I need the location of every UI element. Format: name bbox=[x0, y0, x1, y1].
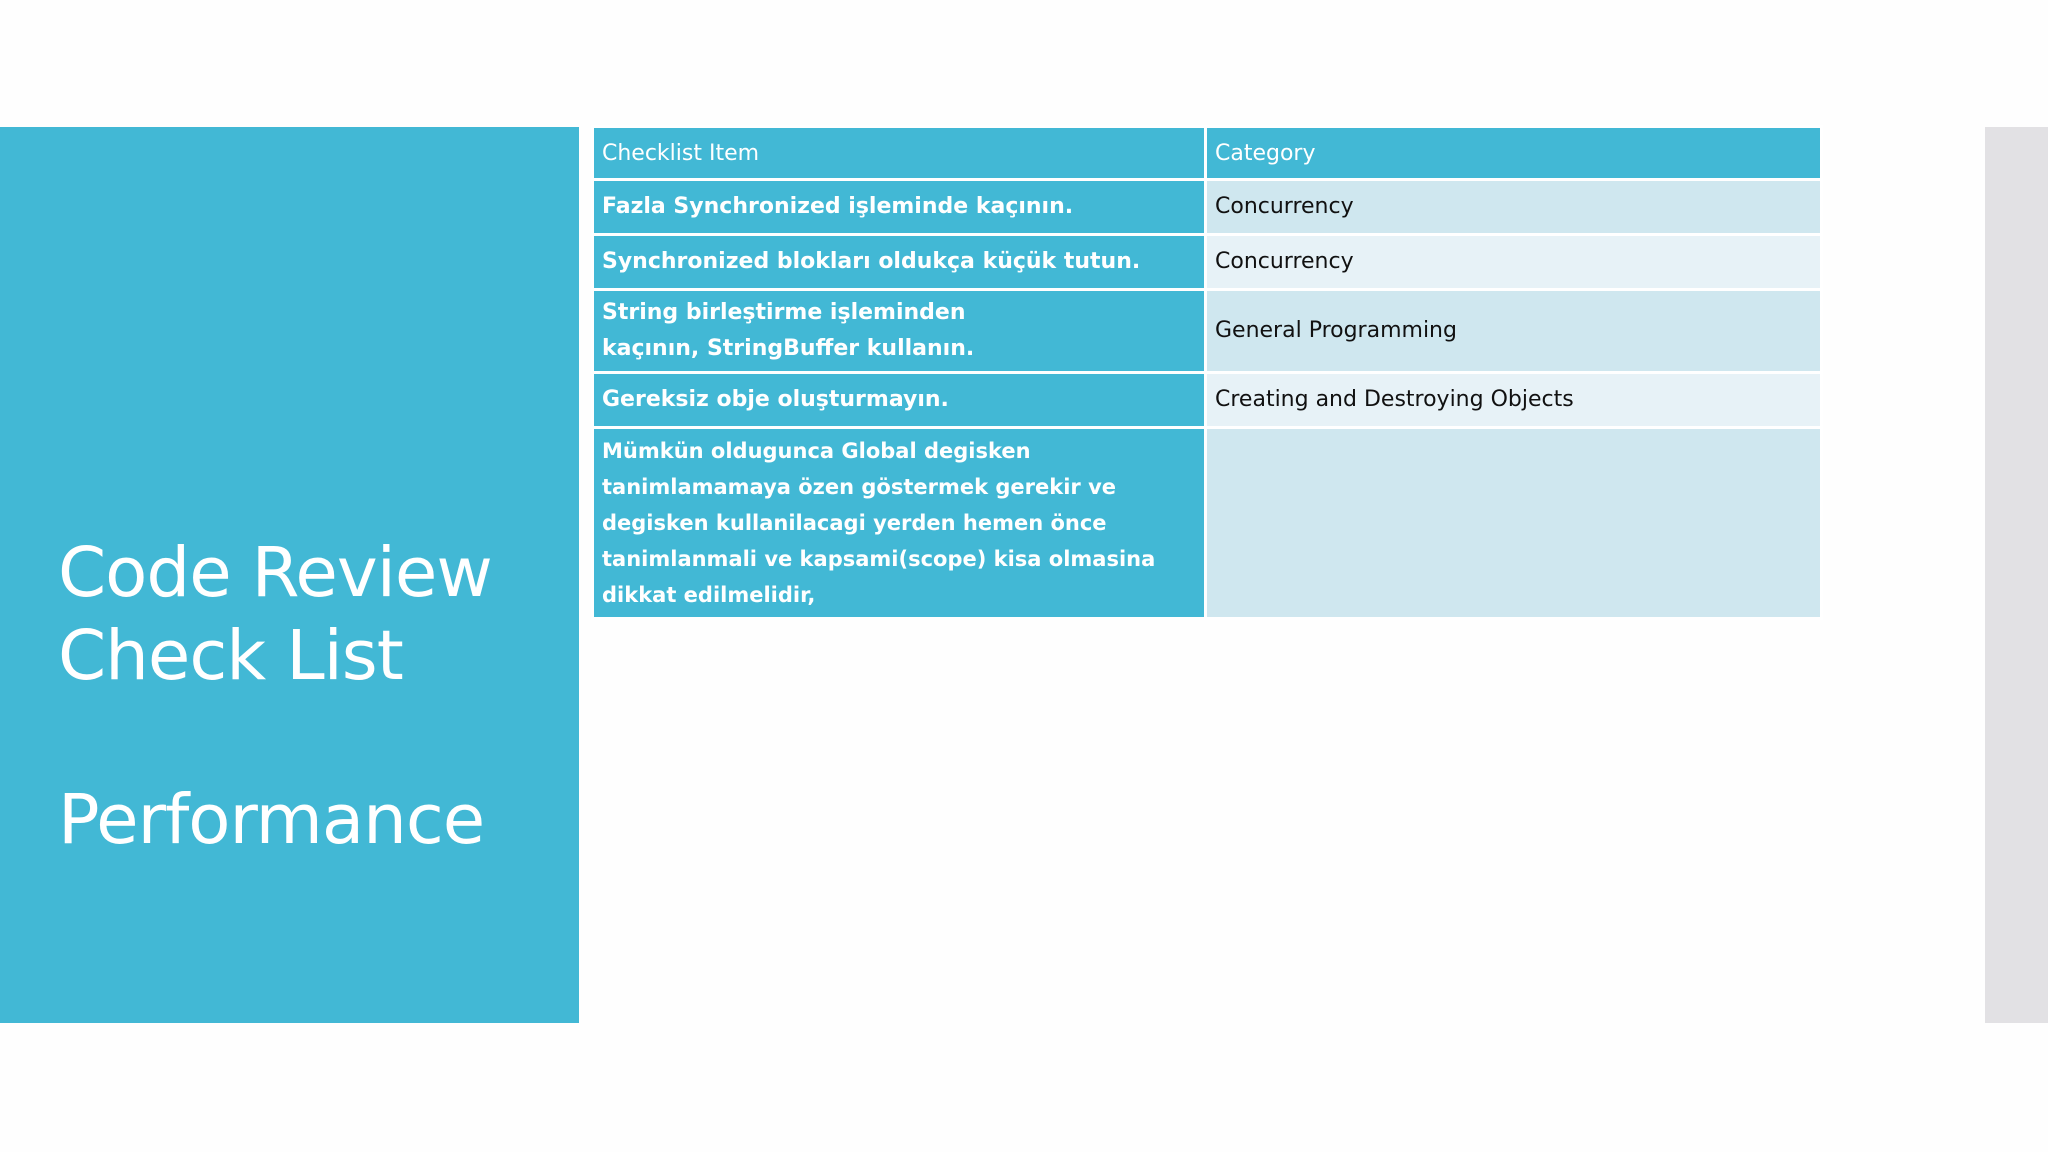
slide-subtitle: Performance bbox=[58, 780, 485, 860]
checklist-item-cell: Fazla Synchronized işleminde kaçının. bbox=[593, 180, 1206, 235]
category-cell bbox=[1206, 428, 1822, 619]
table-row bbox=[593, 290, 1822, 373]
slide-title: Code Review Check List bbox=[58, 533, 492, 696]
checklist-table bbox=[591, 125, 1823, 620]
table-row bbox=[593, 428, 1822, 619]
checklist-item-cell: Gereksiz obje oluşturmayın. bbox=[593, 373, 1206, 428]
header-checklist-item: Checklist Item bbox=[593, 127, 1206, 180]
side-strip bbox=[1985, 127, 2048, 1023]
title-panel bbox=[0, 127, 579, 1023]
table-row bbox=[593, 180, 1822, 235]
category-cell: General Programming bbox=[1206, 290, 1822, 373]
table-row bbox=[593, 235, 1822, 290]
category-cell: Concurrency bbox=[1206, 235, 1822, 290]
category-cell: Creating and Destroying Objects bbox=[1206, 373, 1822, 428]
header-category: Category bbox=[1206, 127, 1822, 180]
table-row bbox=[593, 373, 1822, 428]
checklist-item-cell: String birleştirme işleminden kaçının, StringBuffer kullanın. bbox=[593, 290, 1206, 373]
category-cell: Concurrency bbox=[1206, 180, 1822, 235]
table-header-row bbox=[593, 127, 1822, 180]
checklist-item-cell: Mümkün oldugunca Global degisken tanimlamamaya özen göstermek gerekir ve degisken kullanilacagi yerden hemen önce tanimlanmali ve kapsami(scope) kisa olmasina dikkat edilmelidir, bbox=[593, 428, 1206, 619]
checklist-item-cell: Synchronized blokları oldukça küçük tutun. bbox=[593, 235, 1206, 290]
